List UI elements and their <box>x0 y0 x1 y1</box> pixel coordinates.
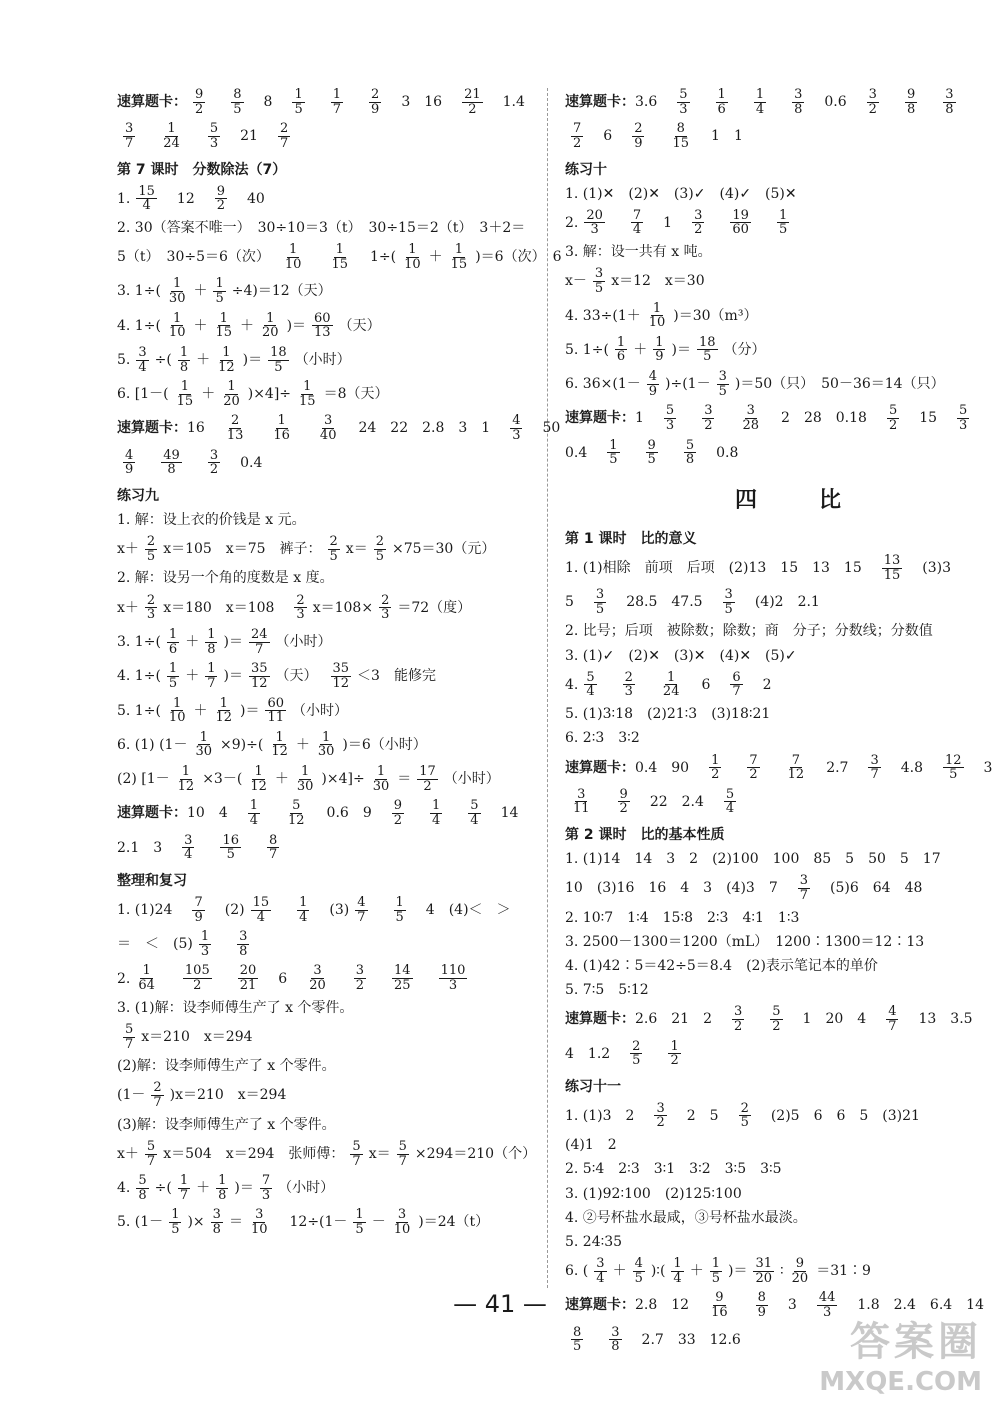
fraction: $\frac{3}{7}$ <box>799 873 809 903</box>
fraction: $\frac{5}{3}$ <box>665 403 675 433</box>
fraction: $\frac{1}{16}$ <box>273 413 290 444</box>
fraction: $\frac{9}{2}$ <box>195 87 204 117</box>
fraction: $\frac{9}{2}$ <box>393 798 403 828</box>
fraction: $\frac{110}{3}$ <box>440 963 466 994</box>
fraction: $\frac{1}{10}$ <box>404 242 421 272</box>
fraction: $\frac{3}{11}$ <box>573 786 590 817</box>
answer-line: 5. 1÷( $\frac{1}{10}$ ＋ $\frac{1}{12}$ )＝ $\frac{60}{11}$ （小时） <box>117 695 349 726</box>
answer-line: 6. ( $\frac{3}{4}$ ＋ $\frac{4}{5}$ )∶( $\frac{1}{4}$ ＋ $\frac{1}{5}$ )＝ $\frac{31}{20}$ ∶ $\frac{9}{20}$ ＝31∶9 <box>565 1256 871 1286</box>
section-heading: 第 7 课时 分数除法（7） <box>117 161 287 178</box>
answer-line: 1. $\frac{15}{4}$ 12 $\frac{9}{2}$ 40 <box>117 183 265 214</box>
fraction: $\frac{3}{10}$ <box>393 1207 411 1238</box>
fraction: $\frac{17}{2}$ <box>419 764 436 794</box>
fraction: $\frac{2}{7}$ <box>153 1080 162 1111</box>
answer-line: 速算题卡： 0.4 90 $\frac{1}{2}$ $\frac{7}{2}$ $\frac{7}{12}$ 2.7 $\frac{3}{7}$ 4.8 $\frac{12}{5}$ 3 <box>565 752 993 783</box>
watermark-logo <box>819 1310 982 1397</box>
answer-line: 5. 24∶35 <box>565 1233 623 1250</box>
fraction: $\frac{3}{4}$ <box>184 832 193 863</box>
fraction: $\frac{19}{60}$ <box>732 207 749 238</box>
fraction: $\frac{3}{2}$ <box>209 447 219 478</box>
section-heading: 练习十 <box>565 161 607 178</box>
answer-line: 4 1.2 $\frac{2}{5}$ $\frac{1}{2}$ <box>565 1038 679 1069</box>
fraction: $\frac{3}{7}$ <box>125 121 134 151</box>
answer-line: $\frac{5}{7}$ x＝210 x＝294 <box>125 1021 253 1052</box>
fraction: $\frac{1}{12}$ <box>215 695 233 726</box>
fraction: $\frac{8}{9}$ <box>757 1290 766 1320</box>
fraction: $\frac{7}{4}$ <box>632 207 642 238</box>
fraction: $\frac{1}{15}$ <box>176 379 194 409</box>
fraction: $\frac{1}{4}$ <box>755 87 765 117</box>
fraction: $\frac{4}{9}$ <box>648 369 658 399</box>
answer-line: 5（t） 30÷5＝6（次） $\frac{1}{10}$ $\frac{1}{15}$ 1÷( $\frac{1}{10}$ ＋ $\frac{1}{15}$ )＝6（次） 6 <box>117 242 562 272</box>
fraction: $\frac{5}{2}$ <box>772 1004 781 1034</box>
fraction: $\frac{4}{5}$ <box>634 1256 643 1286</box>
answer-line: 1. (1)3 2 $\frac{3}{2}$ 2 5 $\frac{2}{5}$ (2)5 6 6 5 (3)21 <box>565 1100 920 1131</box>
fraction: $\frac{1}{3}$ <box>200 929 210 959</box>
fraction: $\frac{1}{4}$ <box>432 798 441 828</box>
quick-calc-label: 速算题卡： <box>565 94 635 111</box>
fraction: $\frac{5}{4}$ <box>586 669 595 700</box>
fraction: $\frac{5}{4}$ <box>470 798 479 828</box>
fraction: $\frac{1}{7}$ <box>207 661 216 691</box>
fraction: $\frac{1}{5}$ <box>609 437 618 468</box>
answer-line: 4. ②号杯盐水最咸，③号杯盐水最淡。 <box>565 1209 807 1226</box>
fraction: $\frac{1}{5}$ <box>778 207 788 238</box>
fraction: $\frac{1}{6}$ <box>168 626 178 657</box>
answer-line: 2. 解：设另一个角的度数是 x 度。 <box>117 570 334 587</box>
unit-title: 四 比 <box>735 486 862 513</box>
fraction: $\frac{3}{2}$ <box>656 1100 665 1131</box>
answer-line: 4. (1)42∶5＝42÷5＝8.4 (2)表示笔记本的单价 <box>565 957 878 974</box>
fraction: $\frac{3}{5}$ <box>724 587 733 617</box>
section-heading: 整理和复习 <box>117 872 187 889</box>
quick-calc-label: 速算题卡： <box>565 1297 635 1314</box>
fraction: $\frac{3}{8}$ <box>794 87 803 117</box>
answer-line: $\frac{8}{5}$ $\frac{3}{8}$ 2.7 33 12.6 <box>573 1324 741 1355</box>
section-heading: 练习十一 <box>565 1078 621 1095</box>
answer-line: (3)解：设李师傅生产了 x 个零件。 <box>117 1116 336 1133</box>
answer-line: 4. 1÷( $\frac{1}{10}$ ＋ $\frac{1}{15}$ ＋ $\frac{1}{20}$ )＝ $\frac{60}{13}$ （天） <box>117 310 381 341</box>
answer-line: 速算题卡： 16 $\frac{2}{13}$ $\frac{1}{16}$ $\frac{3}{40}$ 24 22 2.8 3 1 $\frac{4}{3}$ 50 <box>117 413 561 444</box>
answer-line: 4. $\frac{5}{8}$ ÷( $\frac{1}{7}$ ＋ $\frac{1}{8}$ )＝ $\frac{7}{3}$ （小时） <box>117 1173 335 1203</box>
fraction: $\frac{2}{5}$ <box>632 1038 641 1069</box>
fraction: $\frac{2}{5}$ <box>740 1100 749 1131</box>
fraction: $\frac{1}{15}$ <box>215 310 233 341</box>
answer-line: 3. (1)92∶100 (2)125∶100 <box>565 1185 742 1202</box>
answer-line: 1. (1)✕ (2)✕ (3)✓ (4)✓ (5)✕ <box>565 185 797 202</box>
fraction: $\frac{1}{10}$ <box>648 300 666 331</box>
fraction: $\frac{5}{7}$ <box>352 1138 361 1169</box>
answer-line: 5. (1)3∶18 (2)21∶3 (3)18∶21 <box>565 706 771 723</box>
answer-line: 4. 1÷( $\frac{1}{5}$ ＋ $\frac{1}{7}$ )＝ $\frac{35}{12}$ （天） $\frac{35}{12}$ ＜3 能修完 <box>117 661 436 691</box>
fraction: $\frac{12}{5}$ <box>945 752 962 783</box>
answer-line: x＋ $\frac{2}{3}$ x＝180 x＝108 $\frac{2}{3}$ x＝108× $\frac{2}{3}$ ＝72（度） <box>117 592 472 623</box>
answer-line: 1. (1)14 14 3 2 (2)100 100 85 5 50 5 17 <box>565 851 941 868</box>
fraction: $\frac{15}{4}$ <box>138 183 155 214</box>
answer-line: 3. 1÷( $\frac{1}{6}$ ＋ $\frac{1}{8}$ )＝ $\frac{24}{7}$ （小时） <box>117 626 332 657</box>
fraction: $\frac{1}{30}$ <box>296 764 314 794</box>
answer-line: 1. (1)相除 前项 后项 (2)13 15 13 15 $\frac{13}{15}$ (3)3 <box>565 552 952 583</box>
fraction: $\frac{5}{7}$ <box>125 1021 134 1052</box>
answer-line: ＝ ＜ (5) $\frac{1}{3}$ $\frac{3}{8}$ <box>117 929 248 959</box>
fraction: $\frac{9}{16}$ <box>711 1290 728 1320</box>
answer-line: $\frac{3}{11}$ $\frac{9}{2}$ 22 2.4 $\frac{5}{4}$ <box>573 786 735 817</box>
fraction: $\frac{3}{10}$ <box>250 1207 268 1238</box>
fraction: $\frac{5}{12}$ <box>288 798 305 828</box>
watermark-url: MXQE.COM <box>819 1367 982 1397</box>
answer-line: x＋ $\frac{2}{5}$ x＝105 x＝75 裤子： $\frac{2}{5}$ x＝ $\frac{2}{5}$ ×75＝30（元） <box>117 534 496 564</box>
answer-line: 10 (3)16 16 4 3 (4)3 7 $\frac{3}{7}$ (5)6 64 48 <box>565 873 923 903</box>
fraction: $\frac{5}{7}$ <box>146 1138 156 1169</box>
fraction: $\frac{1}{2}$ <box>670 1038 679 1069</box>
fraction: $\frac{1}{5}$ <box>171 1207 180 1238</box>
fraction: $\frac{3}{5}$ <box>718 369 727 399</box>
fraction: $\frac{1}{9}$ <box>655 334 664 365</box>
answer-line: 5. 7∶5 5∶12 <box>565 982 649 999</box>
fraction: $\frac{4}{7}$ <box>357 894 366 925</box>
fraction: $\frac{8}{7}$ <box>269 832 278 863</box>
fraction: $\frac{3}{4}$ <box>596 1256 605 1286</box>
fraction: $\frac{8}{5}$ <box>233 87 242 117</box>
answer-line: 2. 10∶7 1∶4 15∶8 2∶3 4∶1 1∶3 <box>565 909 800 926</box>
fraction: $\frac{1}{12}$ <box>250 764 267 794</box>
fraction: $\frac{3}{2}$ <box>704 403 713 433</box>
quick-calc-label: 速算题卡： <box>565 1011 635 1028</box>
fraction: $\frac{1}{2}$ <box>711 752 720 783</box>
quick-calc-label: 速算题卡： <box>117 420 187 437</box>
fraction: $\frac{3}{8}$ <box>212 1207 221 1238</box>
fraction: $\frac{1}{4}$ <box>673 1256 682 1286</box>
answer-line: (4)1 2 <box>565 1137 617 1154</box>
fraction: $\frac{13}{15}$ <box>883 552 901 583</box>
fraction: $\frac{1}{8}$ <box>207 626 216 657</box>
fraction: $\frac{7}{3}$ <box>261 1173 271 1203</box>
fraction: $\frac{2}{5}$ <box>329 534 338 564</box>
fraction: $\frac{9}{2}$ <box>216 183 226 214</box>
fraction: $\frac{5}{4}$ <box>725 786 735 817</box>
fraction: $\frac{9}{20}$ <box>791 1256 809 1286</box>
section-heading: 练习九 <box>117 488 159 504</box>
fraction: $\frac{1}{6}$ <box>717 87 726 117</box>
fraction: $\frac{3}{2}$ <box>868 87 877 117</box>
answer-line: 2.1 3 $\frac{3}{4}$ $\frac{16}{5}$ $\frac{8}{7}$ <box>117 832 278 863</box>
answer-line: 5. (1－ $\frac{1}{5}$ )× $\frac{3}{8}$ ＝ $\frac{3}{10}$ 12÷(1－ $\frac{1}{5}$ － $\frac{3}{10}$ )＝24（t） <box>117 1207 490 1238</box>
quick-calc-label: 速算题卡： <box>565 759 635 776</box>
section-heading: 第 1 课时 比的意义 <box>565 530 697 547</box>
fraction: $\frac{1}{64}$ <box>138 963 155 994</box>
fraction: $\frac{44}{3}$ <box>818 1290 836 1320</box>
answer-line: 1. (1)24 $\frac{7}{9}$ (2) $\frac{15}{4}$ $\frac{1}{4}$ (3) $\frac{4}{7}$ $\frac{1}{5}$ 4 (4)＜ ＞ <box>117 894 511 925</box>
fraction: $\frac{1}{20}$ <box>223 379 240 409</box>
fraction: $\frac{5}{3}$ <box>679 87 688 117</box>
fraction: $\frac{3}{8}$ <box>611 1324 620 1355</box>
answer-line: 3. 2500－1300＝1200（mL） 1200∶1300＝12∶13 <box>565 933 925 950</box>
fraction: $\frac{1}{12}$ <box>218 344 235 375</box>
answer-line: x＋ $\frac{5}{7}$ x＝504 x＝294 张师傅： $\frac{5}{7}$ x＝ $\frac{5}{7}$ ×294＝210（个） <box>117 1138 537 1169</box>
watermark-text: 答案圈 <box>850 1319 982 1365</box>
fraction: $\frac{15}{4}$ <box>252 894 270 925</box>
answer-line: 2. 比号；后项 被除数；除数；商 分子；分数线；分数值 <box>565 623 933 640</box>
fraction: $\frac{1}{30}$ <box>195 729 213 760</box>
answer-line: 5. $\frac{3}{4}$ ÷( $\frac{1}{8}$ ＋ $\frac{1}{12}$ )＝ $\frac{18}{5}$ （小时） <box>117 344 351 375</box>
answer-line: 6. 2∶3 3∶2 <box>565 730 640 747</box>
fraction: $\frac{1}{12}$ <box>271 729 288 760</box>
fraction: $\frac{2}{7}$ <box>279 121 289 151</box>
fraction: $\frac{105}{2}$ <box>184 963 210 994</box>
answer-line: $\frac{7}{2}$ 6 $\frac{2}{9}$ $\frac{8}{15}$ 1 1 <box>573 121 743 151</box>
fraction: $\frac{7}{2}$ <box>573 121 582 151</box>
fraction: $\frac{18}{5}$ <box>698 334 716 365</box>
answer-line: 速算题卡： $\frac{9}{2}$ $\frac{8}{5}$ 8 $\frac{1}{5}$ $\frac{1}{7}$ $\frac{2}{9}$ 3 16 $\frac{21}{2}$ 1.4 <box>117 87 525 117</box>
fraction: $\frac{2}{3}$ <box>381 592 390 623</box>
fraction: $\frac{16}{5}$ <box>222 832 239 863</box>
answer-line: 5. 1÷( $\frac{1}{6}$ ＋ $\frac{1}{9}$ )＝ $\frac{18}{5}$ （分） <box>565 334 766 365</box>
answer-line: 3. (1)解：设李师傅生产了 x 个零件。 <box>117 999 354 1016</box>
fraction: $\frac{31}{20}$ <box>755 1256 772 1286</box>
fraction: $\frac{1}{24}$ <box>163 121 180 151</box>
section-heading: 第 2 课时 比的基本性质 <box>565 827 725 844</box>
answer-line: 速算题卡： 2.6 21 2 $\frac{3}{2}$ $\frac{5}{2}$ 1 20 4 $\frac{4}{7}$ 13 3.5 <box>565 1004 973 1034</box>
fraction: $\frac{1}{5}$ <box>395 894 404 925</box>
fraction: $\frac{49}{8}$ <box>163 447 180 478</box>
fraction: $\frac{3}{8}$ <box>239 929 248 959</box>
answer-line: $\frac{3}{7}$ $\frac{1}{24}$ $\frac{5}{3}$ 21 $\frac{2}{7}$ <box>125 121 289 151</box>
fraction: $\frac{4}{3}$ <box>512 413 521 444</box>
fraction: $\frac{1}{30}$ <box>168 276 186 306</box>
fraction: $\frac{5}{2}$ <box>888 403 898 433</box>
answer-line: (1－ $\frac{2}{7}$ )x＝210 x＝294 <box>117 1080 287 1111</box>
fraction: $\frac{8}{15}$ <box>672 121 690 151</box>
answer-line: (2) [1－ $\frac{1}{12}$ ×3－( $\frac{1}{12}$ ＋ $\frac{1}{30}$ )×4]÷ $\frac{1}{30}$ ＝ $\frac{17}{2}$ （小时） <box>117 764 500 794</box>
fraction: $\frac{8}{5}$ <box>573 1324 582 1355</box>
fraction: $\frac{1}{12}$ <box>177 764 195 794</box>
fraction: $\frac{1}{15}$ <box>299 379 316 409</box>
answer-line: 速算题卡： 2.8 12 $\frac{9}{16}$ $\frac{8}{9}$ 3 $\frac{44}{3}$ 1.8 2.4 6.4 14 <box>565 1290 984 1320</box>
fraction: $\frac{9}{5}$ <box>647 437 656 468</box>
fraction: $\frac{3}{2}$ <box>734 1004 743 1034</box>
fraction: $\frac{2}{13}$ <box>226 413 244 444</box>
fraction: $\frac{7}{2}$ <box>749 752 758 783</box>
fraction: $\frac{1}{7}$ <box>179 1173 189 1203</box>
fraction: $\frac{1}{10}$ <box>168 695 186 726</box>
answer-line: 3. 1÷( $\frac{1}{30}$ ＋ $\frac{1}{5}$ ÷4)＝12（天） <box>117 276 332 306</box>
right-column <box>565 87 993 1360</box>
fraction: $\frac{60}{13}$ <box>314 310 331 341</box>
fraction: $\frac{2}{3}$ <box>296 592 305 623</box>
fraction: $\frac{9}{2}$ <box>619 786 628 817</box>
answer-line: $\frac{4}{9}$ $\frac{49}{8}$ $\frac{3}{2}$ 0.4 <box>125 447 263 478</box>
page-number: — 41 — <box>453 1290 547 1318</box>
column-divider <box>547 88 548 1288</box>
fraction: $\frac{35}{12}$ <box>250 661 268 691</box>
fraction: $\frac{4}{7}$ <box>888 1004 897 1034</box>
fraction: $\frac{7}{12}$ <box>787 752 805 783</box>
fraction: $\frac{1}{5}$ <box>294 87 303 117</box>
fraction: $\frac{2}{3}$ <box>624 669 633 700</box>
answer-line: 0.4 $\frac{1}{5}$ $\frac{9}{5}$ $\frac{5}{8}$ 0.8 <box>565 437 739 468</box>
answer-line: 速算题卡： 1 $\frac{5}{3}$ $\frac{3}{2}$ $\frac{3}{28}$ 2 28 0.18 $\frac{5}{2}$ 15 $\frac{5}{3}$ <box>565 403 968 433</box>
fraction: $\frac{1}{24}$ <box>662 669 680 700</box>
fraction: $\frac{3}{40}$ <box>319 413 337 444</box>
answer-line: 2. 30（答案不唯一） 30÷10＝3（t） 30÷15＝2（t） 3＋2＝ <box>117 219 526 236</box>
fraction: $\frac{1}{5}$ <box>355 1207 364 1238</box>
fraction: $\frac{3}{2}$ <box>355 963 365 994</box>
fraction: $\frac{3}{8}$ <box>945 87 954 117</box>
fraction: $\frac{6}{7}$ <box>732 669 741 700</box>
fraction: $\frac{2}{5}$ <box>375 534 384 564</box>
fraction: $\frac{9}{8}$ <box>906 87 916 117</box>
fraction: $\frac{2}{9}$ <box>371 87 380 117</box>
quick-calc-label: 速算题卡： <box>117 805 187 822</box>
fraction: $\frac{20}{21}$ <box>239 963 257 994</box>
answer-line: 3. 解：设一共有 x 吨。 <box>565 244 712 261</box>
fraction: $\frac{2}{9}$ <box>634 121 643 151</box>
answer-line: 2. $\frac{20}{3}$ $\frac{7}{4}$ 1 $\frac{3}{2}$ $\frac{19}{60}$ $\frac{1}{5}$ <box>565 207 788 238</box>
fraction: $\frac{1}{4}$ <box>249 798 259 828</box>
answer-line: 6. 36×(1－ $\frac{4}{9}$ )÷(1－ $\frac{3}{5}$ )＝50（只） 50－36＝14（只） <box>565 369 945 399</box>
answer-line: 4. $\frac{5}{4}$ $\frac{2}{3}$ $\frac{1}{24}$ 6 $\frac{6}{7}$ 2 <box>565 669 772 700</box>
fraction: $\frac{1}{30}$ <box>372 764 390 794</box>
answer-line: 6. [1－( $\frac{1}{15}$ ＋ $\frac{1}{20}$ )×4]÷ $\frac{1}{15}$ ＝8（天） <box>117 379 389 409</box>
fraction: $\frac{21}{2}$ <box>464 87 481 117</box>
fraction: $\frac{1}{30}$ <box>317 729 335 760</box>
fraction: $\frac{35}{12}$ <box>332 661 350 691</box>
fraction: $\frac{1}{15}$ <box>450 242 468 272</box>
fraction: $\frac{1}{15}$ <box>331 242 348 272</box>
answer-line: 3. (1)✓ (2)✕ (3)✕ (4)✕ (5)✓ <box>565 647 797 664</box>
fraction: $\frac{1}{7}$ <box>332 87 342 117</box>
fraction: $\frac{3}{20}$ <box>309 963 326 994</box>
fraction: $\frac{20}{3}$ <box>586 207 603 238</box>
fraction: $\frac{1}{20}$ <box>262 310 279 341</box>
fraction: $\frac{5}{7}$ <box>398 1138 407 1169</box>
fraction: $\frac{1}{4}$ <box>299 894 308 925</box>
answer-line: 1. 解：设上衣的价钱是 x 元。 <box>117 512 306 528</box>
quick-calc-label: 速算题卡： <box>565 410 635 427</box>
answer-line: 4. 33÷(1＋ $\frac{1}{10}$ )＝30（m³） <box>565 300 758 331</box>
answer-line: 6. (1) (1－ $\frac{1}{30}$ ×9)÷( $\frac{1}{12}$ ＋ $\frac{1}{30}$ )＝6（小时） <box>117 729 427 760</box>
answer-line: 2. $\frac{1}{64}$ $\frac{105}{2}$ $\frac{20}{21}$ 6 $\frac{3}{20}$ $\frac{3}{2}$ $\frac{14}{25}$ $\frac{110}{3}$ <box>117 963 466 994</box>
answer-line: x－ $\frac{3}{5}$ x＝12 x＝30 <box>565 266 705 296</box>
fraction: $\frac{1}{5}$ <box>168 661 178 691</box>
quick-calc-label: 速算题卡： <box>117 94 187 111</box>
answer-line: 2. 5∶4 2∶3 3∶1 3∶2 3∶5 3∶5 <box>565 1161 782 1178</box>
fraction: $\frac{2}{5}$ <box>146 534 156 564</box>
fraction: $\frac{1}{8}$ <box>218 1173 227 1203</box>
fraction: $\frac{4}{9}$ <box>125 447 134 478</box>
fraction: $\frac{5}{8}$ <box>138 1173 147 1203</box>
fraction: $\frac{3}{5}$ <box>595 587 605 617</box>
fraction: $\frac{7}{9}$ <box>194 894 203 925</box>
fraction: $\frac{1}{10}$ <box>284 242 302 272</box>
answer-line: 5 $\frac{3}{5}$ 28.5 47.5 $\frac{3}{5}$ (4)2 2.1 <box>565 587 820 617</box>
fraction: $\frac{18}{5}$ <box>270 344 287 375</box>
fraction: $\frac{3}{5}$ <box>594 266 604 296</box>
fraction: $\frac{5}{8}$ <box>685 437 695 468</box>
fraction: $\frac{1}{8}$ <box>179 344 189 375</box>
fraction: $\frac{3}{28}$ <box>742 403 760 433</box>
fraction: $\frac{3}{2}$ <box>694 207 703 238</box>
fraction: $\frac{14}{25}$ <box>394 963 411 994</box>
fraction: $\frac{5}{3}$ <box>959 403 968 433</box>
answer-line: 速算题卡： 10 4 $\frac{1}{4}$ $\frac{5}{12}$ 0.6 9 $\frac{9}{2}$ $\frac{1}{4}$ $\frac{5}{4}$ 14 <box>117 798 519 828</box>
fraction: $\frac{1}{5}$ <box>215 276 224 306</box>
fraction: $\frac{60}{11}$ <box>267 695 285 726</box>
fraction: $\frac{3}{7}$ <box>870 752 879 783</box>
left-column <box>117 87 562 1243</box>
answer-line: 速算题卡： 3.6 $\frac{5}{3}$ $\frac{1}{6}$ $\frac{1}{4}$ $\frac{3}{8}$ 0.6 $\frac{3}{2}$ $\frac{9}{8}$ $\frac{3}{8}$ <box>565 87 954 117</box>
fraction: $\frac{2}{3}$ <box>146 592 156 623</box>
fraction: $\frac{1}{6}$ <box>616 334 626 365</box>
answer-line: (2)解：设李师傅生产了 x 个零件。 <box>117 1058 336 1075</box>
fraction: $\frac{1}{10}$ <box>168 310 186 341</box>
fraction: $\frac{24}{7}$ <box>250 626 268 657</box>
fraction: $\frac{1}{5}$ <box>711 1256 720 1286</box>
fraction: $\frac{3}{4}$ <box>138 344 147 375</box>
fraction: $\frac{5}{3}$ <box>209 121 219 151</box>
